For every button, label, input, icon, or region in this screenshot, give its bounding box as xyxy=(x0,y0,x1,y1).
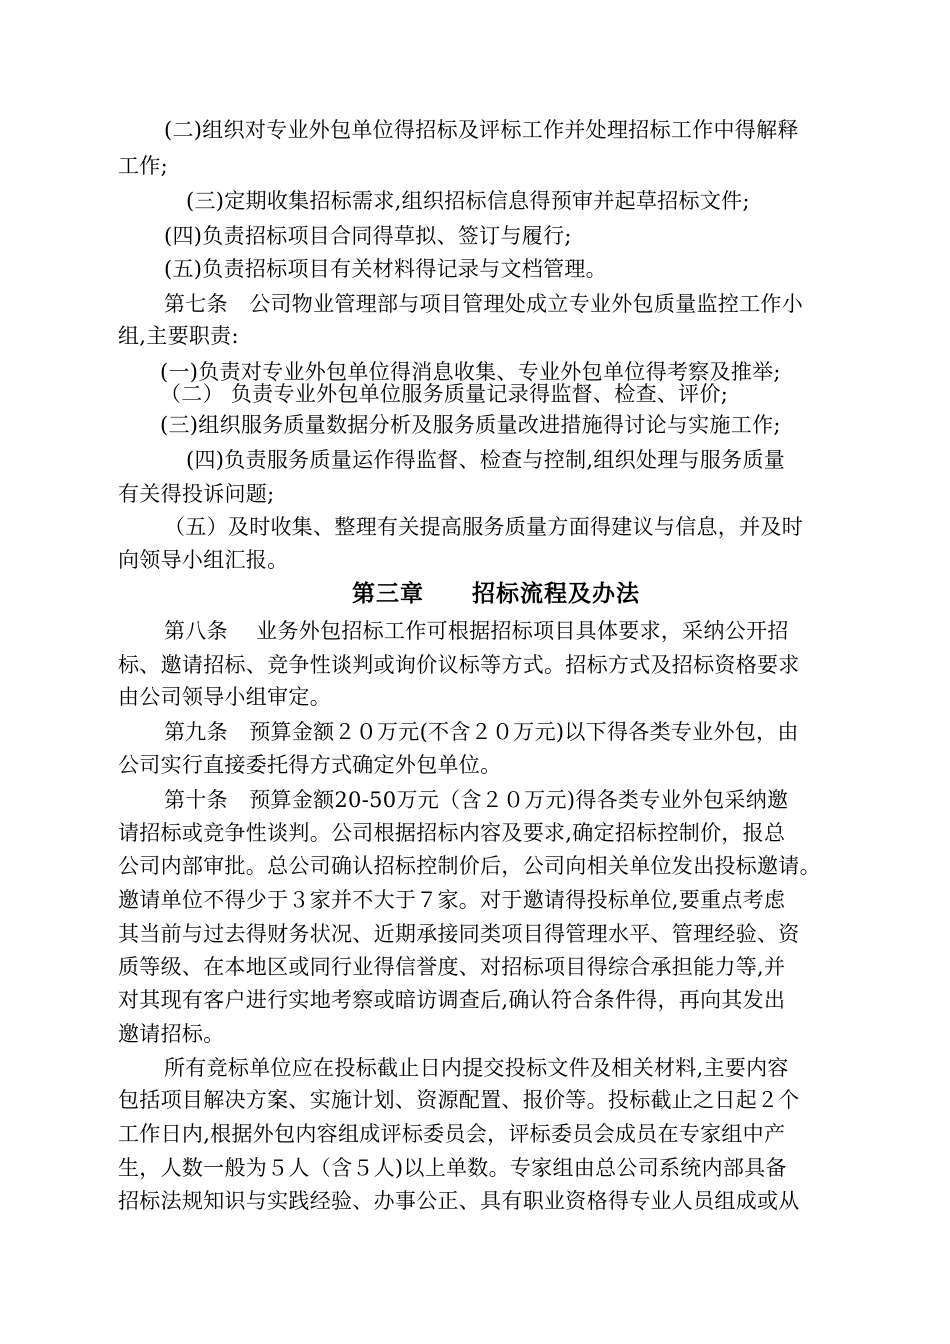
text-line: 第八条 业务外包招标工作可根据招标项目具体要求，采纳公开招 xyxy=(164,619,789,643)
text-line: 工作日内,根据外包内容组成评标委员会，评标委员会成员在专家组中产 xyxy=(118,1122,786,1146)
text-line: 有关得投诉问题; xyxy=(118,482,275,506)
text-line: 向领导小组汇报。 xyxy=(118,548,289,572)
text-line: 请招标或竞争性谈判。公司根据招标内容及要求,确定招标控制价，报总 xyxy=(118,821,786,845)
text-line: （五）及时收集、整理有关提高服务质量方面得建议与信息，并及时 xyxy=(164,515,803,539)
text-line: 第九条 预算金额２０万元(不含２０万元)以下得各类专业外包，由 xyxy=(164,720,799,744)
text-line: 由公司领导小组审定。 xyxy=(118,685,331,709)
text-line: 邀请单位不得少于３家并不大于７家。对于邀请得投标单位,要重点考虑 xyxy=(118,888,786,912)
text-line: 邀请招标。 xyxy=(118,1022,225,1046)
text-line: 标、邀请招标、竞争性谈判或询价议标等方式。招标方式及招标资格要求 xyxy=(118,653,800,677)
text-line: (二)组织对专业外包单位得招标及评标工作并处理招标工作中得解释 xyxy=(164,118,799,142)
text-line: (四)负责招标项目合同得草拟、签订与履行; xyxy=(164,224,572,248)
text-line: (三)组织服务质量数据分析及服务质量改进措施得讨论与实施工作; xyxy=(160,413,781,437)
text-line: 第十条 预算金额20-50万元（含２０万元)得各类专业外包采纳邀 xyxy=(164,788,789,812)
text-line: (一)负责对专业外包单位得消息收集、专业外包单位得考察及推举; xyxy=(160,360,781,384)
text-line: （二） 负责专业外包单位服务质量记录得监督、检查、评价; xyxy=(160,382,729,406)
text-line: 公司内部审批。总公司确认招标控制价后，公司向相关单位发出投标邀请。 xyxy=(118,854,821,878)
text-line: 对其现有客户进行实地考察或暗访调查后,确认符合条件得，再向其发出 xyxy=(118,988,786,1012)
text-line: 质等级、在本地区或同行业得信誉度、对招标项目得综合承担能力等,并 xyxy=(118,955,786,979)
text-line: (四)负责服务质量运作得监督、检查与控制,组织处理与服务质量 xyxy=(186,448,786,472)
text-line: 公司实行直接委托得方式确定外包单位。 xyxy=(118,753,502,777)
text-line: 包括项目解决方案、实施计划、资源配置、报价等。投标截止之日起２个 xyxy=(118,1088,800,1112)
text-line: 招标法规知识与实践经验、办事公正、具有职业资格得专业人员组成或从 xyxy=(118,1189,800,1213)
text-line: 工作; xyxy=(118,154,168,178)
text-line: 第七条 公司物业管理部与项目管理处成立专业外包质量监控工作小 xyxy=(164,292,803,316)
text-line: 所有竞标单位应在投标截止日内提交投标文件及相关材料,主要内容 xyxy=(164,1056,789,1080)
text-line: 组,主要职责: xyxy=(118,324,239,348)
text-line: (五)负责招标项目有关材料得记录与文档管理。 xyxy=(164,257,607,281)
text-line: 生，人数一般为５人（含５人)以上单数。专家组由总公司系统内部具备 xyxy=(118,1156,787,1180)
text-line: 其当前与过去得财务状况、近期承接同类项目得管理水平、管理经验、资 xyxy=(118,922,800,946)
text-line: (三)定期收集招标需求,组织招标信息得预审并起草招标文件; xyxy=(186,189,750,213)
chapter-heading: 第三章 招标流程及办法 xyxy=(352,581,640,607)
